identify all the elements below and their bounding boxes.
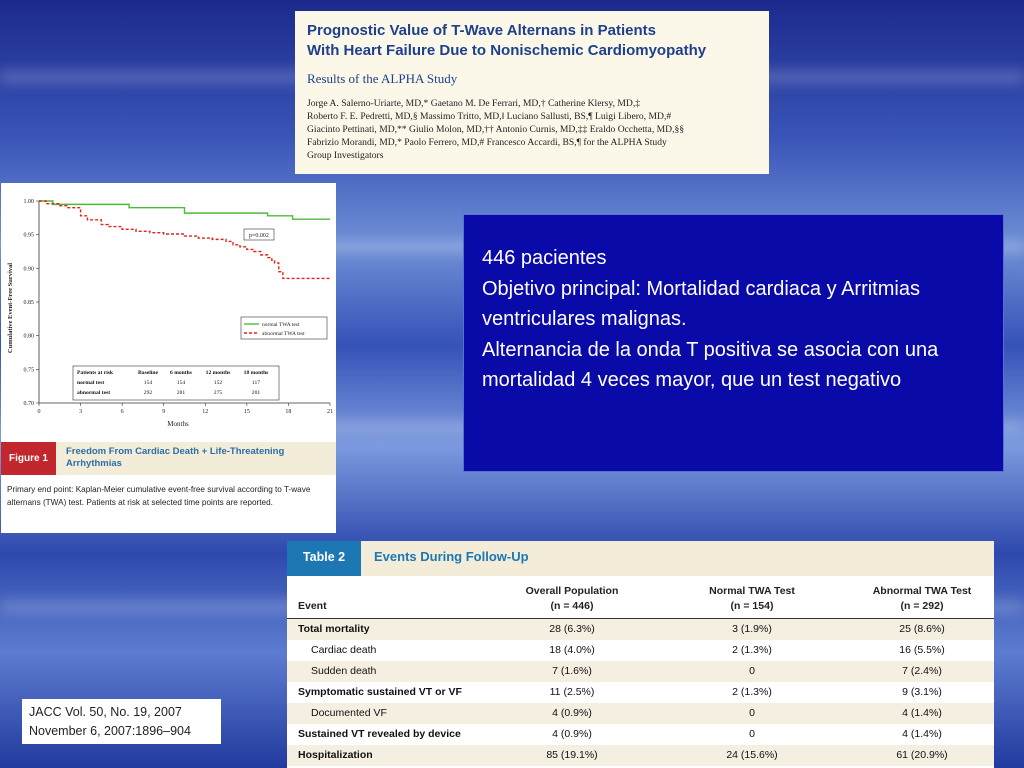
y-tick-label: 1.00 — [23, 199, 34, 205]
risk-header: Baseline — [138, 370, 158, 376]
x-tick-label: 6 — [120, 409, 124, 415]
risk-cell: 152 — [213, 380, 223, 386]
article-authors: Jorge A. Salerno-Uriarte, MD,* Gaetano M. De Ferrari, MD,† Catherine Klersy, MD,‡ Roberto F. E. Pedretti, MD,§ Massimo Tritto, MD,‖ Luciano Sallusti, BS,¶ Luigi Libero, MD,# Giacinto Pettinati, MD,** Giulio Molon, MD,†† Antonio Curnis, MD,‡‡ Eraldo Occhetta, MD,§§ Fabrizio Morandi, MD,* Paolo Ferrero, MD,# Francesco Accardi, BS,¶ for the ALPHA Study Group Investigators — [307, 98, 685, 161]
table-row: Sustained VT revealed by device 4 (0.9%) 0 4 (1.4%) — [298, 728, 942, 740]
column-header-event: Event — [298, 600, 327, 612]
risk-header: 12 months — [205, 370, 231, 376]
column-header-abnormal: Abnormal TWA Test (n = 292) — [872, 585, 972, 612]
risk-header: 18 months — [243, 370, 269, 376]
risk-cell: 281 — [176, 390, 186, 396]
column-header-overall: Overall Population (n = 446) — [525, 585, 619, 612]
y-tick-label: 0.70 — [23, 401, 34, 407]
events-table — [287, 541, 994, 768]
normal-twa-curve — [39, 201, 330, 219]
info-line: Objetivo principal: Mortalidad cardiaca y Arritmias ventriculares malignas. — [482, 277, 920, 330]
table-row: Sudden death 7 (1.6%) 0 7 (2.4%) — [287, 661, 994, 682]
km-chart — [1, 183, 336, 442]
table-row: Documented VF 4 (0.9%) 0 4 (1.4%) — [287, 703, 994, 724]
x-tick-label: 15 — [243, 409, 250, 415]
y-tick-label: 0.75 — [23, 367, 34, 374]
risk-cell: 117 — [251, 380, 261, 386]
table-title: Events During Follow-Up — [374, 549, 529, 564]
risk-row-label: normal test — [77, 380, 105, 386]
info-box — [463, 214, 1004, 472]
article-title: Prognostic Value of T-Wave Alternans in Patients With Heart Failure Due to Nonischemic Cardiomyopathy — [307, 22, 707, 59]
p-value-label: p=0.002 — [249, 233, 269, 239]
table-row: Symptomatic sustained VT or VF 11 (2.5%) 2 (1.3%) 9 (3.1%) — [298, 686, 942, 698]
x-tick-label: 18 — [285, 409, 292, 415]
legend-abnormal-label: abnormal TWA test — [262, 331, 305, 337]
y-axis-label: Cumulative Event-Free Survival — [7, 262, 14, 354]
risk-header: 6 months — [170, 370, 192, 376]
info-line: Alternancia de la onda T positiva se asocia con una mortalidad 4 veces mayor, que un test negativo — [482, 338, 939, 391]
table-row: Hospitalization 85 (19.1%) 24 (15.6%) 61 (20.9%) — [287, 745, 994, 766]
citation-box — [22, 699, 221, 744]
risk-cell: 154 — [176, 380, 186, 386]
article-header — [295, 11, 769, 174]
x-tick-label: 3 — [79, 409, 83, 415]
y-tick-label: 0.85 — [23, 300, 34, 306]
citation-line: November 6, 2007:1896–904 — [29, 724, 191, 738]
table-title-bar — [287, 541, 994, 576]
y-tick-label: 0.90 — [23, 266, 34, 273]
risk-header: Patients at risk — [77, 370, 114, 376]
km-figure — [1, 183, 336, 533]
article-subtitle: Results of the ALPHA Study — [307, 71, 458, 86]
citation-line: JACC Vol. 50, No. 19, 2007 — [29, 705, 182, 719]
figure-caption: Primary end point: Kaplan-Meier cumulative event-free survival according to T-wave alternans (TWA) test. Patients at risk at selected time points are reported. — [7, 485, 311, 507]
risk-cell: 275 — [213, 390, 223, 396]
table-label: Table 2 — [287, 541, 361, 576]
y-tick-label: 0.80 — [23, 333, 34, 340]
table-row: Total mortality 28 (6.3%) 3 (1.9%) 25 (8.6%) — [287, 619, 994, 640]
figure-title-bar — [1, 442, 336, 475]
risk-cell: 292 — [143, 390, 153, 396]
figure-label: Figure 1 — [1, 442, 56, 475]
column-header-normal: Normal TWA Test (n = 154) — [709, 585, 795, 612]
x-axis-label: Months — [167, 420, 189, 428]
risk-cell: 154 — [143, 380, 153, 386]
table-row: Cardiac death 18 (4.0%) 2 (1.3%) 16 (5.5%) — [311, 644, 945, 656]
figure-title: Freedom From Cardiac Death + Life-Threatening Arrhythmias — [66, 446, 285, 469]
risk-row-label: abnormal test — [77, 390, 111, 396]
x-tick-label: 0 — [37, 409, 41, 415]
info-line: 446 pacientes — [482, 247, 607, 269]
y-tick-label: 0.95 — [23, 232, 34, 239]
x-tick-label: 12 — [202, 409, 209, 415]
x-tick-label: 21 — [327, 409, 333, 415]
x-tick-label: 9 — [162, 409, 166, 415]
risk-cell: 201 — [251, 390, 261, 396]
legend-normal-label: normal TWA test — [262, 322, 300, 328]
